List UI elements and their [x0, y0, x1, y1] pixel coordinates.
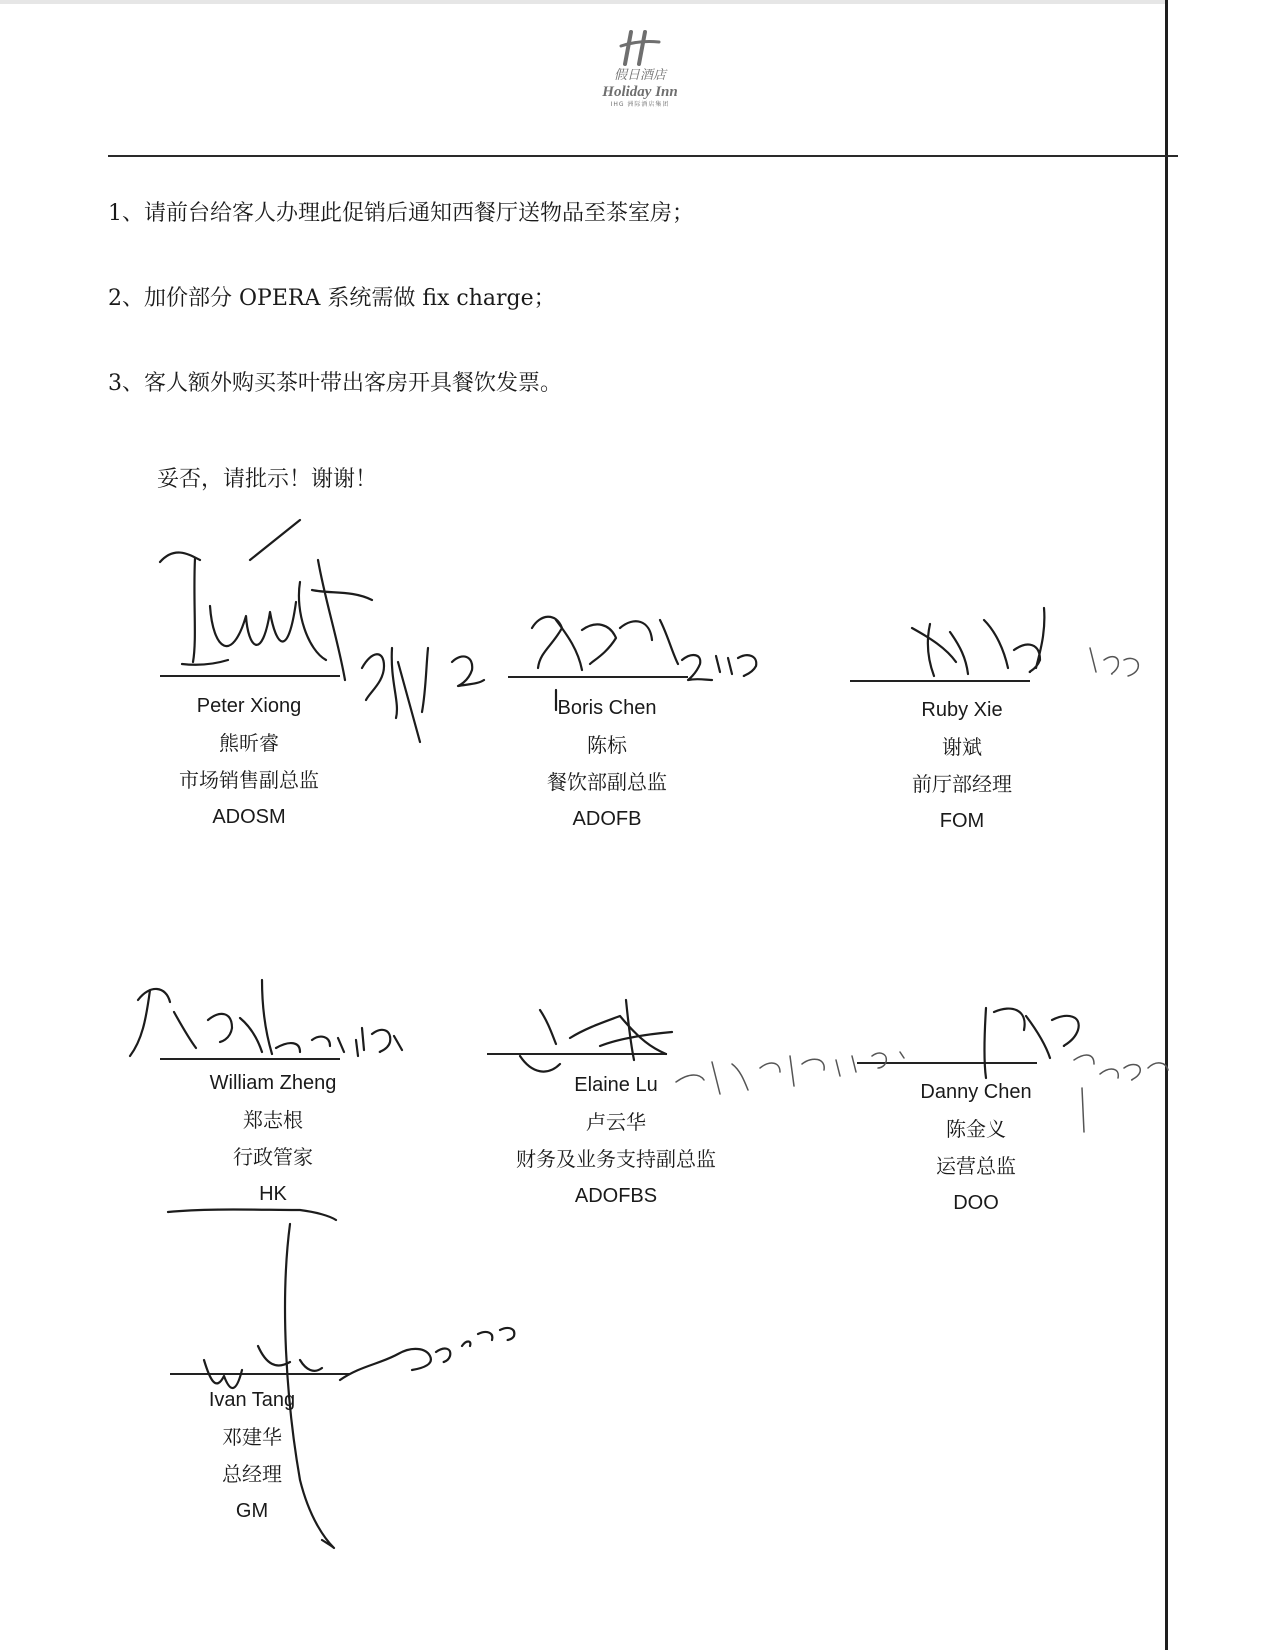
signer-title-en: ADOSM [212, 806, 286, 828]
signer-name-en: Peter Xiong [196, 695, 302, 717]
signer-title-cn: 财务及业务支持副总监 [516, 1147, 716, 1171]
signer-title-en: DOO [953, 1192, 999, 1214]
signer-title-cn: 总经理 [222, 1462, 282, 1486]
signer-title-cn: 餐饮部副总监 [547, 770, 667, 794]
signer-block-2 [507, 690, 707, 838]
signer-title-en: HK [259, 1183, 287, 1205]
header-divider [108, 155, 1178, 157]
signer-name-cn: 陈标 [587, 733, 627, 757]
logo-chinese-name: 假日酒店 [613, 68, 666, 83]
signer-block-7 [152, 1382, 352, 1530]
logo-english-name: Holiday Inn [602, 84, 678, 100]
signature-line-2 [508, 676, 688, 678]
signature-line-4 [160, 1058, 340, 1060]
signer-title-cn: 前厅部经理 [912, 772, 1012, 796]
closing-request: 妥否，请批示！谢谢！ [157, 467, 378, 492]
signer-title-en: ADOFB [572, 808, 642, 830]
signature-line-6 [857, 1062, 1037, 1064]
memo-item-1: 1、请前台给客人办理此促销后通知西餐厅送物品至茶室房； [108, 201, 694, 226]
signer-name-en: Elaine Lu [574, 1074, 658, 1096]
signer-name-en: Danny Chen [920, 1081, 1032, 1103]
signer-title-cn: 行政管家 [233, 1145, 313, 1169]
signature-line-5 [487, 1053, 667, 1055]
signer-name-en: Boris Chen [557, 697, 657, 719]
memo-item-2: 2、加价部分 OPERA 系统需做 fix charge； [108, 286, 556, 311]
hotel-logo [580, 28, 700, 109]
logo-subtitle: IHG 洲际酒店集团 [610, 101, 670, 108]
scan-top-edge [0, 0, 1165, 4]
signature-line-1 [160, 675, 340, 677]
signer-name-en: Ruby Xie [921, 699, 1003, 721]
signer-name-cn: 谢斌 [942, 735, 982, 759]
signer-name-en: Ivan Tang [208, 1389, 296, 1411]
signer-name-cn: 熊昕睿 [219, 731, 279, 755]
signer-name-en: William Zheng [209, 1072, 337, 1094]
signer-block-3 [862, 692, 1062, 840]
memo-item-3: 3、客人额外购买茶叶带出客房开具餐饮发票。 [108, 371, 562, 396]
signature-line-7 [170, 1373, 350, 1375]
signer-name-cn: 邓建华 [222, 1425, 282, 1449]
signer-name-cn: 卢云华 [586, 1110, 646, 1134]
signer-title-cn: 市场销售副总监 [179, 768, 319, 792]
signer-block-1 [149, 688, 349, 836]
signer-block-4 [173, 1065, 373, 1213]
holiday-inn-logo-icon [617, 28, 663, 68]
signature-ruby-xie [912, 608, 1138, 676]
signer-title-en: FOM [939, 810, 985, 832]
signer-block-6 [876, 1074, 1076, 1222]
signature-line-3 [850, 680, 1030, 682]
signature-william-zheng [130, 980, 402, 1056]
signer-block-5 [516, 1067, 716, 1215]
signer-name-cn: 陈金义 [946, 1117, 1006, 1141]
signer-name-cn: 郑志根 [243, 1108, 303, 1132]
signer-title-cn: 运营总监 [936, 1154, 1016, 1178]
signer-title-en: GM [235, 1500, 269, 1522]
scan-right-edge [1165, 0, 1168, 1650]
signer-title-en: ADOFBS [574, 1185, 658, 1207]
